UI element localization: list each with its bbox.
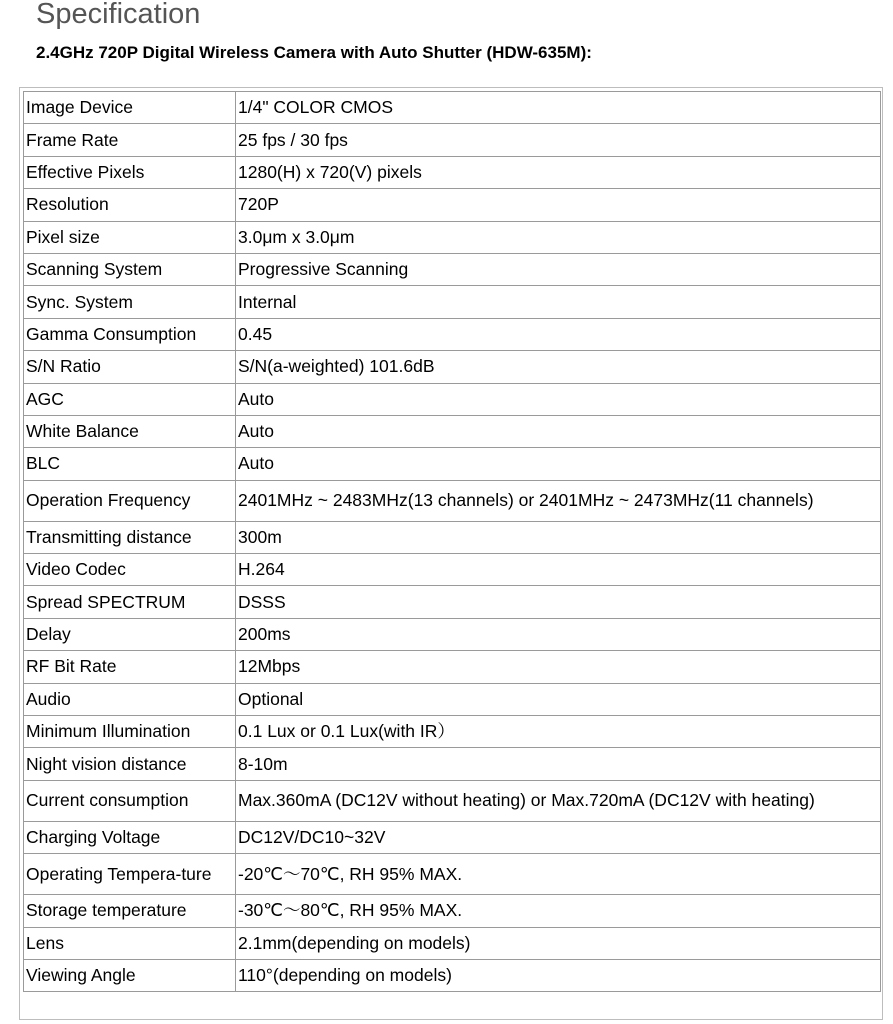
spec-label: [24, 854, 236, 895]
spec-label: Viewing Angle: [24, 959, 236, 991]
table-row: [24, 651, 881, 683]
table-row: [24, 448, 881, 480]
spec-value: Max.360mA (DC12V without heating) or Max.720mA (DC12V with heating): [236, 780, 881, 821]
spec-value: H.264: [236, 554, 881, 586]
table-row: [24, 927, 881, 959]
spec-value: Auto: [236, 415, 881, 447]
spec-label: Audio: [24, 683, 236, 715]
spec-value: 3.0μm x 3.0μm: [236, 221, 881, 253]
table-row: [24, 189, 881, 221]
spec-value: 25 fps / 30 fps: [236, 124, 881, 156]
spec-value: 0.45: [236, 318, 881, 350]
spec-label: Pixel size: [24, 221, 236, 253]
table-row: [24, 92, 881, 124]
spec-label: Charging Voltage: [24, 821, 236, 853]
spec-label: Lens: [24, 927, 236, 959]
spec-label: Spread SPECTRUM: [24, 586, 236, 618]
table-row: [24, 683, 881, 715]
spec-value: 1/4" COLOR CMOS: [236, 92, 881, 124]
spec-label: Scanning System: [24, 253, 236, 285]
spec-label: Operation Frequency: [24, 480, 236, 521]
table-row: [24, 253, 881, 285]
spec-label: Delay: [24, 618, 236, 650]
page-title: Specification: [36, 0, 201, 30]
table-row: [24, 780, 881, 821]
spec-value: -30℃～80℃, RH 95% MAX.: [236, 895, 881, 927]
spec-label: Resolution: [24, 189, 236, 221]
table-row: [24, 821, 881, 853]
table-row: [24, 554, 881, 586]
spec-value: Auto: [236, 448, 881, 480]
spec-value: 200ms: [236, 618, 881, 650]
table-row: [24, 156, 881, 188]
spec-value: 110°(depending on models): [236, 959, 881, 991]
spec-value: Internal: [236, 286, 881, 318]
table-row: [24, 286, 881, 318]
spec-value: DSSS: [236, 586, 881, 618]
spec-label: Minimum Illumination: [24, 716, 236, 748]
spec-label: Image Device: [24, 92, 236, 124]
table-row: [24, 521, 881, 553]
table-row: [24, 415, 881, 447]
spec-value: 300m: [236, 521, 881, 553]
spec-label: Transmitting distance: [24, 521, 236, 553]
spec-label: Sync. System: [24, 286, 236, 318]
table-row: [24, 716, 881, 748]
table-row: [24, 383, 881, 415]
spec-value: 0.1 Lux or 0.1 Lux(with IR）: [236, 716, 881, 748]
spec-label: BLC: [24, 448, 236, 480]
spec-value: DC12V/DC10~32V: [236, 821, 881, 853]
spec-label: RF Bit Rate: [24, 651, 236, 683]
spec-label: Storage temperature: [24, 895, 236, 927]
spec-label-text: Operating Tempera-ture: [26, 863, 212, 884]
table-row: [24, 351, 881, 383]
table-row: [24, 480, 881, 521]
table-row: [24, 748, 881, 780]
table-row: [24, 895, 881, 927]
spec-label: Effective Pixels: [24, 156, 236, 188]
spec-value: 720P: [236, 189, 881, 221]
product-title: 2.4GHz 720P Digital Wireless Camera with Auto Shutter (HDW-635M):: [36, 43, 592, 62]
spec-value: -20℃～70℃, RH 95% MAX.: [236, 854, 881, 895]
spec-label: Night vision distance: [24, 748, 236, 780]
spec-table: [23, 91, 881, 992]
spec-label: White Balance: [24, 415, 236, 447]
table-row: [24, 586, 881, 618]
table-row: [24, 959, 881, 991]
table-row: [24, 618, 881, 650]
spec-label: S/N Ratio: [24, 351, 236, 383]
table-row: [24, 221, 881, 253]
table-row: [24, 854, 881, 895]
table-row: [24, 318, 881, 350]
spec-value: Progressive Scanning: [236, 253, 881, 285]
spec-value: 8-10m: [236, 748, 881, 780]
spec-label: Gamma Consumption: [24, 318, 236, 350]
spec-value: Optional: [236, 683, 881, 715]
spec-label: Current consumption: [24, 780, 236, 821]
spec-value: S/N(a-weighted) 101.6dB: [236, 351, 881, 383]
spec-value: 2401MHz ~ 2483MHz(13 channels) or 2401MHz ~ 2473MHz(11 channels): [236, 480, 881, 521]
spec-label: AGC: [24, 383, 236, 415]
spec-value: 2.1mm(depending on models): [236, 927, 881, 959]
spec-label: Frame Rate: [24, 124, 236, 156]
spec-label: Video Codec: [24, 554, 236, 586]
table-row: [24, 124, 881, 156]
spec-value: 12Mbps: [236, 651, 881, 683]
spec-value: Auto: [236, 383, 881, 415]
spec-value: 1280(H) x 720(V) pixels: [236, 156, 881, 188]
